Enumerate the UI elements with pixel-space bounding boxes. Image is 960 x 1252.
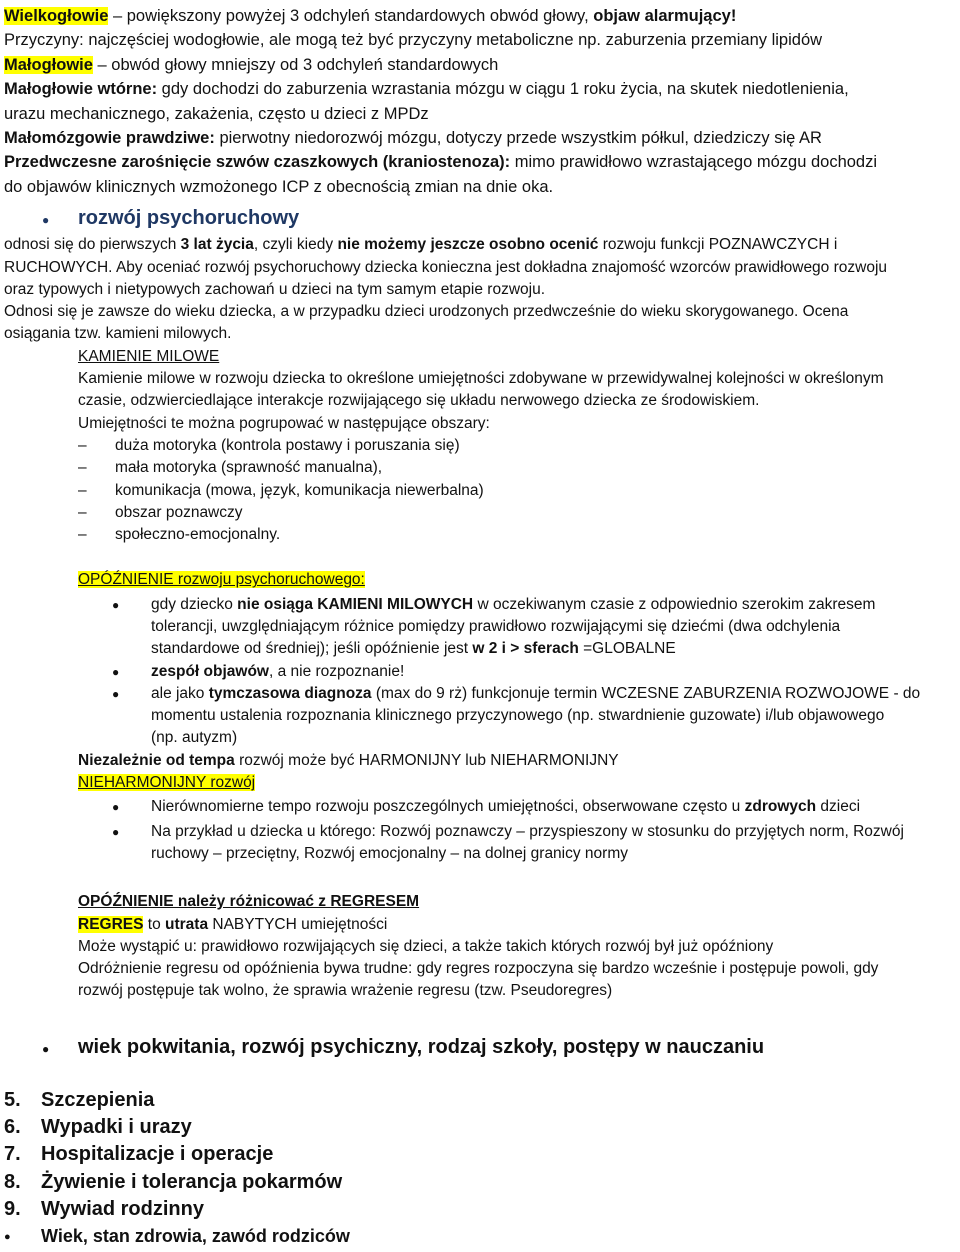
item-number: 9.	[4, 1197, 21, 1220]
bullet-icon: ●	[42, 213, 50, 228]
bullet-icon: ●	[42, 1041, 50, 1056]
list-item-text: w oczekiwanym czasie z odpowiednio szerokim zakresem	[473, 595, 876, 613]
wiek-pokwitania-row	[4, 1033, 959, 1061]
list-item-text: mała motoryka (sprawność manualna),	[115, 459, 383, 477]
numbered-item	[4, 1141, 959, 1168]
item-label: Hospitalizacje i operacje	[41, 1143, 274, 1166]
nieharmonijny-heading: NIEHARMONIJNY rozwój	[78, 774, 256, 792]
przyczyny-line: Przyczyny: najczęściej wodogłowie, ale mogą też być przyczyny metaboliczne np. zaburzenia przemiany lipidów	[4, 31, 823, 50]
item-label: Wywiad rodzinny	[41, 1197, 204, 1220]
numbered-item	[4, 1196, 959, 1223]
regres-line-1	[4, 914, 959, 936]
list-item-continuation: tolerancji, uwzględniającym różnice pomiędzy prawidłowo rozwijającymi się dziećmi (dwa odchylenia	[151, 618, 841, 635]
list-item-bold: tymczasowa diagnoza	[208, 684, 372, 702]
list-item-text: Nierównomierne tempo rozwoju poszczególnych umiejętności, obserwowane często u	[151, 798, 745, 816]
rozwoj-line-3: oraz typowych i nietypowych zachowań u dzieci na tym samym etapie rozwoju.	[4, 280, 546, 298]
nieharmonijny-heading-row	[4, 772, 959, 794]
regres-line-2: Może wystąpić u: prawidłowo rozwijających się dzieci, a także takich których rozwój był już opóźniony	[78, 937, 774, 955]
rozwoj-line-5: osiągania tzw. kamieni milowych.	[4, 325, 232, 343]
list-item-text: komunikacja (mowa, język, komunikacja niewerbalna)	[115, 481, 484, 499]
list-item	[4, 683, 959, 705]
bullet-icon: ●	[112, 597, 120, 612]
kraniostenoza-term: Przedwczesne zarośnięcie szwów czaszkowych (kraniostenoza):	[4, 153, 511, 172]
item-number: 6.	[4, 1116, 21, 1139]
item-label: Szczepienia	[41, 1088, 155, 1111]
list-item-text: Na przykład u dziecka u którego: Rozwój poznawczy – przyspieszony w stosunku do przyjętych norm, Rozwój	[151, 822, 904, 840]
item-number: 5.	[4, 1088, 21, 1111]
kraniostenoza-text: mimo prawidłowo wzrastającego mózgu dochodzi	[510, 153, 878, 172]
maloglowie-wtorne-line-2: urazu mechanicznego, zakażenia, często u dzieci z MPDz	[4, 104, 429, 123]
wielkoglowie-line	[4, 4, 959, 28]
item-label: Żywienie i tolerancja pokarmów	[41, 1170, 343, 1193]
maloglowie-line	[4, 53, 959, 77]
regres-term: REGRES	[78, 915, 144, 933]
item-label: Wiek, stan zdrowia, zawód rodziców	[41, 1226, 350, 1247]
kamienie-heading: KAMIENIE MILOWE	[78, 347, 220, 365]
list-item	[4, 480, 959, 502]
rozwoj-text: odnosi się do pierwszych	[4, 236, 181, 254]
list-item-text: obszar poznawczy	[115, 503, 243, 521]
list-item-text: =GLOBALNE	[578, 640, 676, 658]
bullet-icon: ●	[112, 800, 120, 815]
rozwoj-line-1	[4, 234, 959, 256]
document-page	[4, 4, 959, 1251]
list-item	[4, 502, 959, 524]
kamienie-line-1: Kamienie milowe w rozwoju dziecka to określone umiejętności zdobywane w przewidywalnej kolejności w określonym	[78, 370, 884, 388]
maloglowie-term: Małogłowie	[4, 55, 93, 74]
regres-heading: OPÓŹNIENIE należy różnicować z REGRESEM	[78, 893, 420, 911]
rozwoj-line-2: RUCHOWYCH. Aby oceniać rozwój psychoruchowy dziecka konieczna jest dokładna znajomość wzorców prawidłowego rozwoju	[4, 258, 888, 276]
bullet-icon: ●	[4, 1231, 11, 1244]
rozwoj-text: rozwoju funkcji POZNAWCZYCH i	[598, 236, 838, 254]
maloglowie-wtorne-term: Małogłowie wtórne:	[4, 80, 158, 99]
list-item-text: społeczno-emocjonalny.	[115, 526, 281, 544]
maloglowie-wtorne-text: gdy dochodzi do zaburzenia wzrastania mózgu w ciągu 1 roku życia, na skutek niedotlenienia,	[157, 80, 849, 99]
tempo-line	[4, 750, 959, 772]
bullet-icon: ●	[112, 824, 120, 839]
wielkoglowie-alarm: objaw alarmujący!	[593, 7, 737, 25]
rozwoj-text: , czyli kiedy	[253, 236, 338, 254]
regres-text: NABYTYCH umiejętności	[208, 915, 388, 933]
list-item	[4, 796, 959, 818]
list-item-continuation: ruchowy – przeciętny, Rozwój emocjonalny – na dolnej granicy normy	[151, 844, 628, 862]
list-item	[4, 594, 959, 616]
list-item-text: (max do 9 rż) funkcjonuje termin WCZESNE ZABURZENIA ROZWOJOWE - do	[371, 684, 921, 702]
list-item-text: duża motoryka (kontrola postawy i poruszania się)	[115, 436, 460, 454]
numbered-item	[4, 1114, 959, 1141]
list-item	[4, 661, 959, 683]
list-item-continuation	[4, 638, 959, 660]
list-item-continuation: (np. autyzm)	[151, 729, 238, 747]
malomozgowie-line	[4, 126, 959, 150]
list-item-text: , a nie rozpoznanie!	[268, 662, 405, 680]
numbered-list	[4, 1087, 959, 1251]
list-item	[4, 435, 959, 457]
list-item-continuation: momentu ustalenia rozpoznania klinicznego przyczynowego (np. stwardnienie guzowate) i/lub objawowego	[151, 707, 885, 725]
list-item-bold: nie osiąga KAMIENI MILOWYCH	[237, 595, 474, 613]
item-label: Wypadki i urazy	[41, 1116, 192, 1139]
list-item-text: standardowe od średniej); jeśli opóźnienie jest	[151, 640, 473, 658]
rozwoj-bold-age: 3 lat życia	[180, 236, 254, 254]
numbered-item	[4, 1087, 959, 1114]
opoznienie-heading: OPÓŹNIENIE rozwoju psychoruchowego:	[78, 571, 365, 589]
bullet-icon: ●	[112, 664, 120, 679]
dash-icon: –	[78, 459, 87, 477]
regres-line-3: Odróżnienie regresu od opóźnienia bywa trudne: gdy regres rozpoczyna się bardzo wcześnie i postępuje powoli, gdy	[78, 960, 879, 978]
list-item	[4, 457, 959, 479]
tempo-bold: Niezależnie od tempa	[78, 751, 235, 769]
kraniostenoza-line-2: do objawów klinicznych wzmożonego ICP z obecnością zmian na dnie oka.	[4, 177, 554, 196]
rozwoj-bold-note: nie możemy jeszcze osobno ocenić	[337, 236, 599, 254]
dash-icon: –	[78, 436, 87, 454]
list-item	[4, 524, 959, 546]
maloglowie-text: – obwód głowy mniejszy od 3 odchyleń standardowych	[92, 55, 499, 74]
list-item	[4, 821, 959, 843]
list-item-bold: zdrowych	[744, 798, 817, 816]
list-item-bold: w 2 i > sferach	[472, 640, 579, 658]
opoznienie-heading-row	[4, 569, 959, 591]
list-item-text: gdy dziecko	[151, 595, 238, 613]
wiek-pokwitania-text: wiek pokwitania, rozwój psychiczny, rodzaj szkoły, postępy w nauczaniu	[78, 1035, 765, 1058]
rozwoj-heading: rozwój psychoruchowy	[78, 207, 300, 230]
kamienie-line-3: Umiejętności te można pogrupować w następujące obszary:	[78, 414, 490, 432]
list-item-text: ale jako	[151, 684, 209, 702]
list-item-text: dzieci	[816, 798, 861, 816]
regres-line-4: rozwój postępuje tak wolno, że sprawia wrażenie regresu (tzw. Pseudoregres)	[78, 982, 613, 1000]
kraniostenoza-line	[4, 150, 959, 174]
regres-bold: utrata	[165, 915, 209, 933]
kamienie-line-2: czasie, odzwierciedlające interakcje rozwijającego się układu nerwowego dziecka ze środowiskiem.	[78, 392, 760, 410]
sub-bullet-item	[4, 1223, 959, 1250]
bullet-icon: ●	[112, 686, 120, 701]
rozwoj-heading-row	[4, 204, 959, 232]
regres-text: to	[143, 915, 166, 933]
list-item-bold: zespół objawów	[151, 662, 269, 680]
dash-icon: –	[78, 503, 87, 521]
dash-icon: –	[78, 481, 87, 499]
tempo-text: rozwój może być HARMONIJNY lub NIEHARMONIJNY	[234, 751, 619, 769]
numbered-item	[4, 1169, 959, 1196]
malomozgowie-text: pierwotny niedorozwój mózgu, dotyczy przede wszystkim półkul, dziedziczy się AR	[214, 129, 822, 148]
dash-icon: –	[78, 526, 87, 544]
wielkoglowie-term: Wielkogłowie	[4, 7, 109, 25]
maloglowie-wtorne-line	[4, 77, 959, 101]
item-number: 7.	[4, 1143, 21, 1166]
malomozgowie-term: Małomózgowie prawdziwe:	[4, 129, 215, 148]
item-number: 8.	[4, 1170, 21, 1193]
wielkoglowie-text: – powiększony powyżej 3 odchyleń standardowych obwód głowy,	[108, 7, 594, 25]
rozwoj-line-4: Odnosi się je zawsze do wieku dziecka, a w przypadku dzieci urodzonych przedwcześnie do wieku skorygowanego. Ocena	[4, 303, 849, 321]
